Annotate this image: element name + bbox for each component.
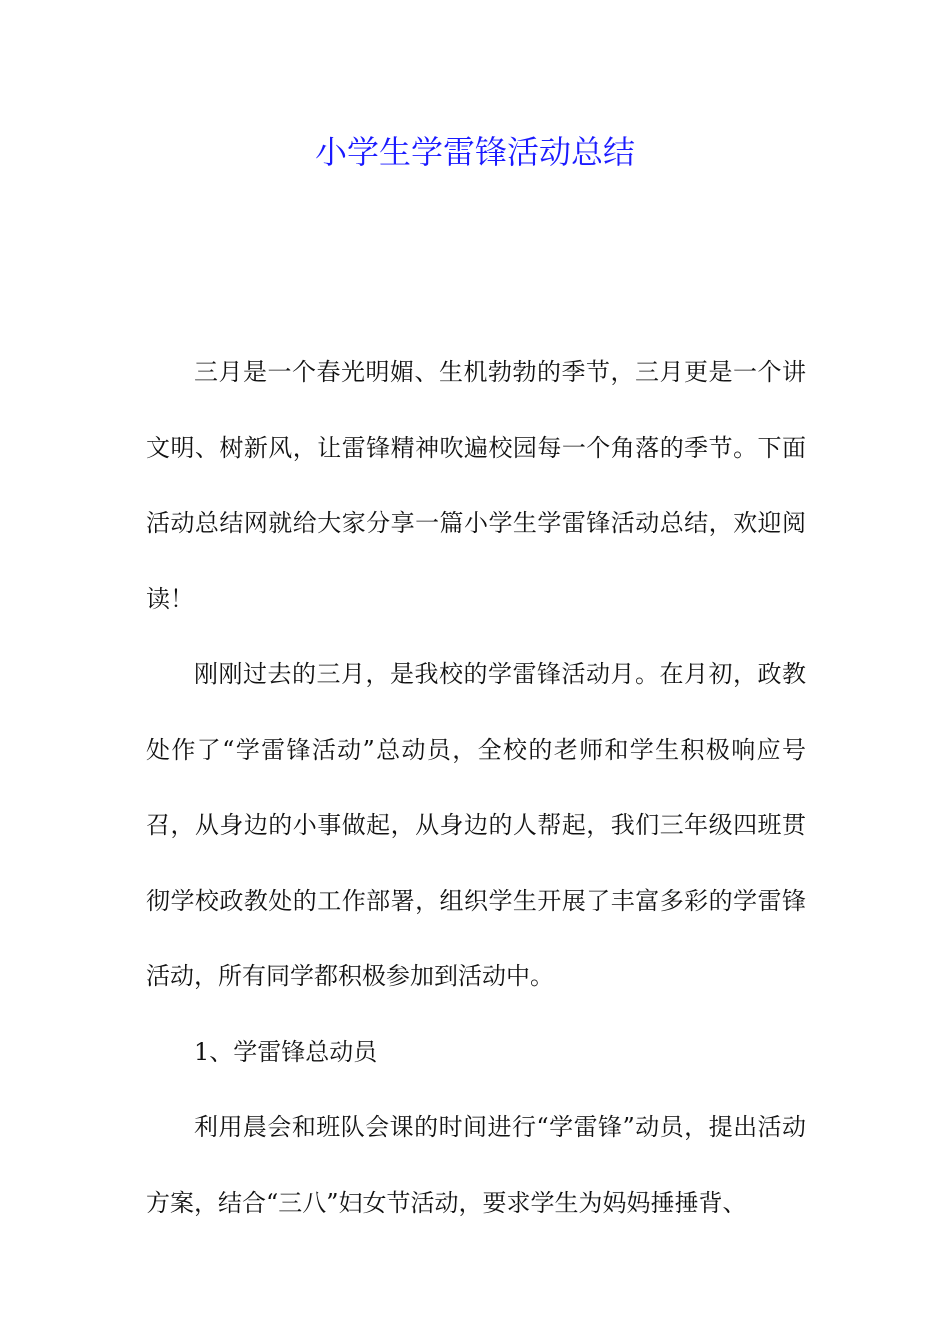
section-heading-mobilization: 1、学雷锋总动员 — [194, 1037, 378, 1066]
paragraph-intro: 三月是一个春光明媚、生机勃勃的季节，三月更是一个讲文明、树新风，让雷锋精神吹遍校园每一个角落的季节。下面活动总结网就给大家分享一篇小学生学雷锋活动总结，欢迎阅读！ — [146, 358, 806, 613]
paragraph-overview: 刚刚过去的三月，是我校的学雷锋活动月。在月初，政教处作了“学雷锋活动”总动员，全校的老师和学生积极响应号召，从身边的小事做起，从身边的人帮起，我们三年级四班贯彻学校政教处的工作部署，组织学生开展了丰富多彩的学雷锋活动，所有同学都积极参加到活动中。 — [146, 660, 806, 990]
document-body — [146, 335, 806, 1241]
paragraph-mobilization: 利用晨会和班队会课的时间进行“学雷锋”动员，提出活动方案，结合“三八”妇女节活动，要求学生为妈妈捶捶背、 — [146, 1113, 806, 1217]
document-title: 小学生学雷锋活动总结 — [314, 133, 635, 171]
